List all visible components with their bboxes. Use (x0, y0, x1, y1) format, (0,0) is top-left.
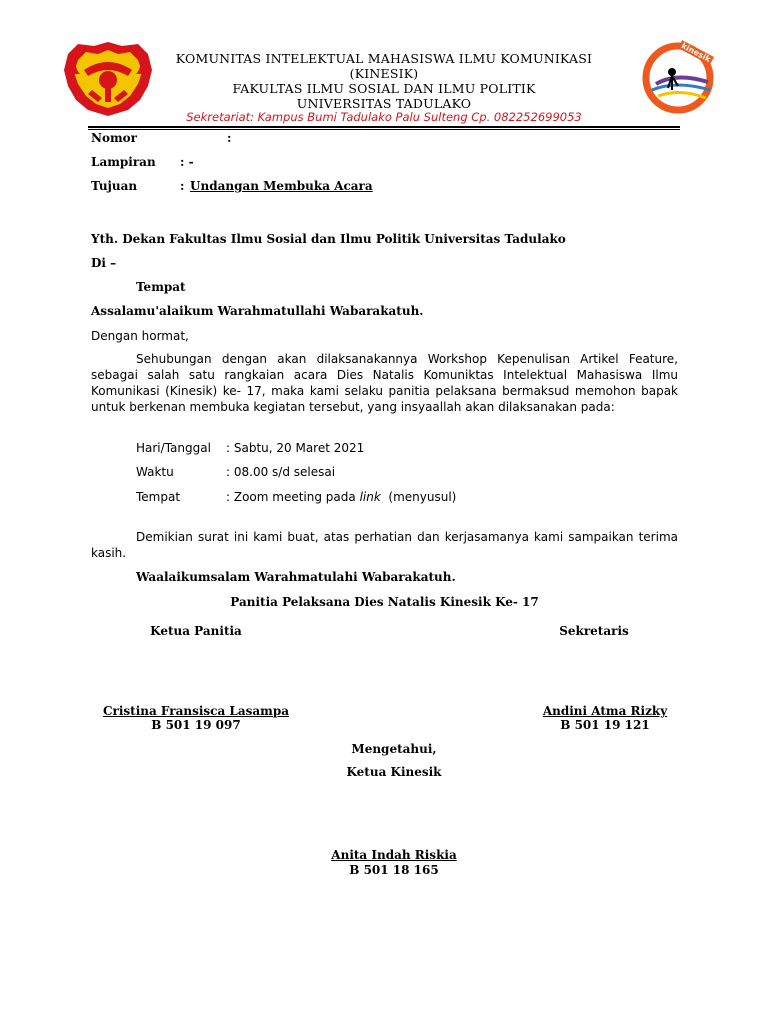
university-name: UNIVERSITAS TADULAKO (296, 96, 472, 111)
nomor-label: Nomor (91, 131, 137, 145)
detail-place-prefix: : Zoom meeting pada (226, 490, 360, 504)
detail-date-label: Hari/Tanggal (136, 441, 211, 455)
center-signatory-name: Anita Indah Riskia (331, 848, 457, 862)
right-signatory-role: Sekretaris (559, 624, 629, 638)
lampiran-value: : - (180, 155, 194, 169)
detail-place-suffix: (menyusul) (380, 490, 457, 504)
tujuan-value: Undangan Membuka Acara (190, 179, 373, 193)
tujuan-label: Tujuan (91, 179, 138, 193)
right-signatory-name: Andini Atma Rizky (542, 704, 668, 718)
recipient-place: Tempat (136, 280, 186, 294)
acknowledged-label: Mengetahui, (351, 742, 437, 756)
left-signatory-role: Ketua Panitia (150, 624, 242, 638)
committee-title: Panitia Pelaksana Dies Natalis Kinesik Ke- 17 (230, 595, 539, 609)
right-signatory-id: B 501 19 121 (560, 718, 650, 732)
detail-place-value (226, 490, 456, 504)
tujuan-colon: : (180, 179, 185, 193)
org-name: KOMUNITAS INTELEKTUAL MAHASISWA ILMU KOMUNIKASI (175, 51, 593, 66)
body-line-4: untuk berkenan membuka kegiatan tersebut, yang insyaallah akan dilaksanakan pada: (91, 400, 615, 414)
recipient-di: Di – (91, 256, 117, 270)
opening: Dengan hormat, (91, 329, 189, 343)
closing-line-2: kasih. (91, 546, 127, 560)
detail-date-value: : Sabtu, 20 Maret 2021 (226, 441, 365, 455)
org-abbreviation: (KINESIK) (349, 66, 419, 81)
detail-place-label: Tempat (136, 490, 181, 504)
recipient-line: Yth. Dekan Fakultas Ilmu Sosial dan Ilmu Politik Universitas Tadulako (91, 232, 566, 246)
detail-place-link-word: link (359, 490, 381, 504)
secretariat-address: Sekretariat: Kampus Bumi Tadulako Palu Sulteng Cp. 082252699053 (186, 110, 582, 124)
left-signatory-name: Cristina Fransisca Lasampa (102, 704, 290, 718)
body-line-2: sebagai salah satu rangkaian acara Dies Natalis Komuniktas Intelektual Mahasiswa Ilmu (91, 368, 678, 382)
header-divider (88, 126, 680, 128)
center-signatory-role: Ketua Kinesik (346, 765, 442, 779)
header-divider-thin (88, 129, 680, 130)
nomor-value: : (227, 131, 232, 145)
greeting: Assalamu'alaikum Warahmatullahi Wabarakatuh. (91, 304, 424, 318)
detail-time-value: : 08.00 s/d selesai (226, 465, 336, 479)
detail-time-label: Waktu (136, 465, 174, 479)
body-line-1: Sehubungan dengan akan dilaksanakannya Workshop Kepenulisan Artikel Feature, (136, 352, 678, 366)
farewell: Waalaikumsalam Warahmatulahi Wabarakatuh. (136, 570, 456, 584)
faculty-name: FAKULTAS ILMU SOSIAL DAN ILMU POLITIK (232, 81, 536, 96)
lampiran-label: Lampiran (91, 155, 156, 169)
closing-line-1: Demikian surat ini kami buat, atas perhatian dan kerjasamanya kami sampaikan terima (136, 530, 678, 544)
body-line-3: Komunikasi (Kinesik) ke- 17, maka kami selaku panitia pelaksana bermaksud memohon bapak (91, 384, 678, 398)
center-signatory-id: B 501 18 165 (349, 863, 439, 877)
left-signatory-id: B 501 19 097 (151, 718, 241, 732)
kinesik-logo-text: kinesik (679, 41, 713, 64)
